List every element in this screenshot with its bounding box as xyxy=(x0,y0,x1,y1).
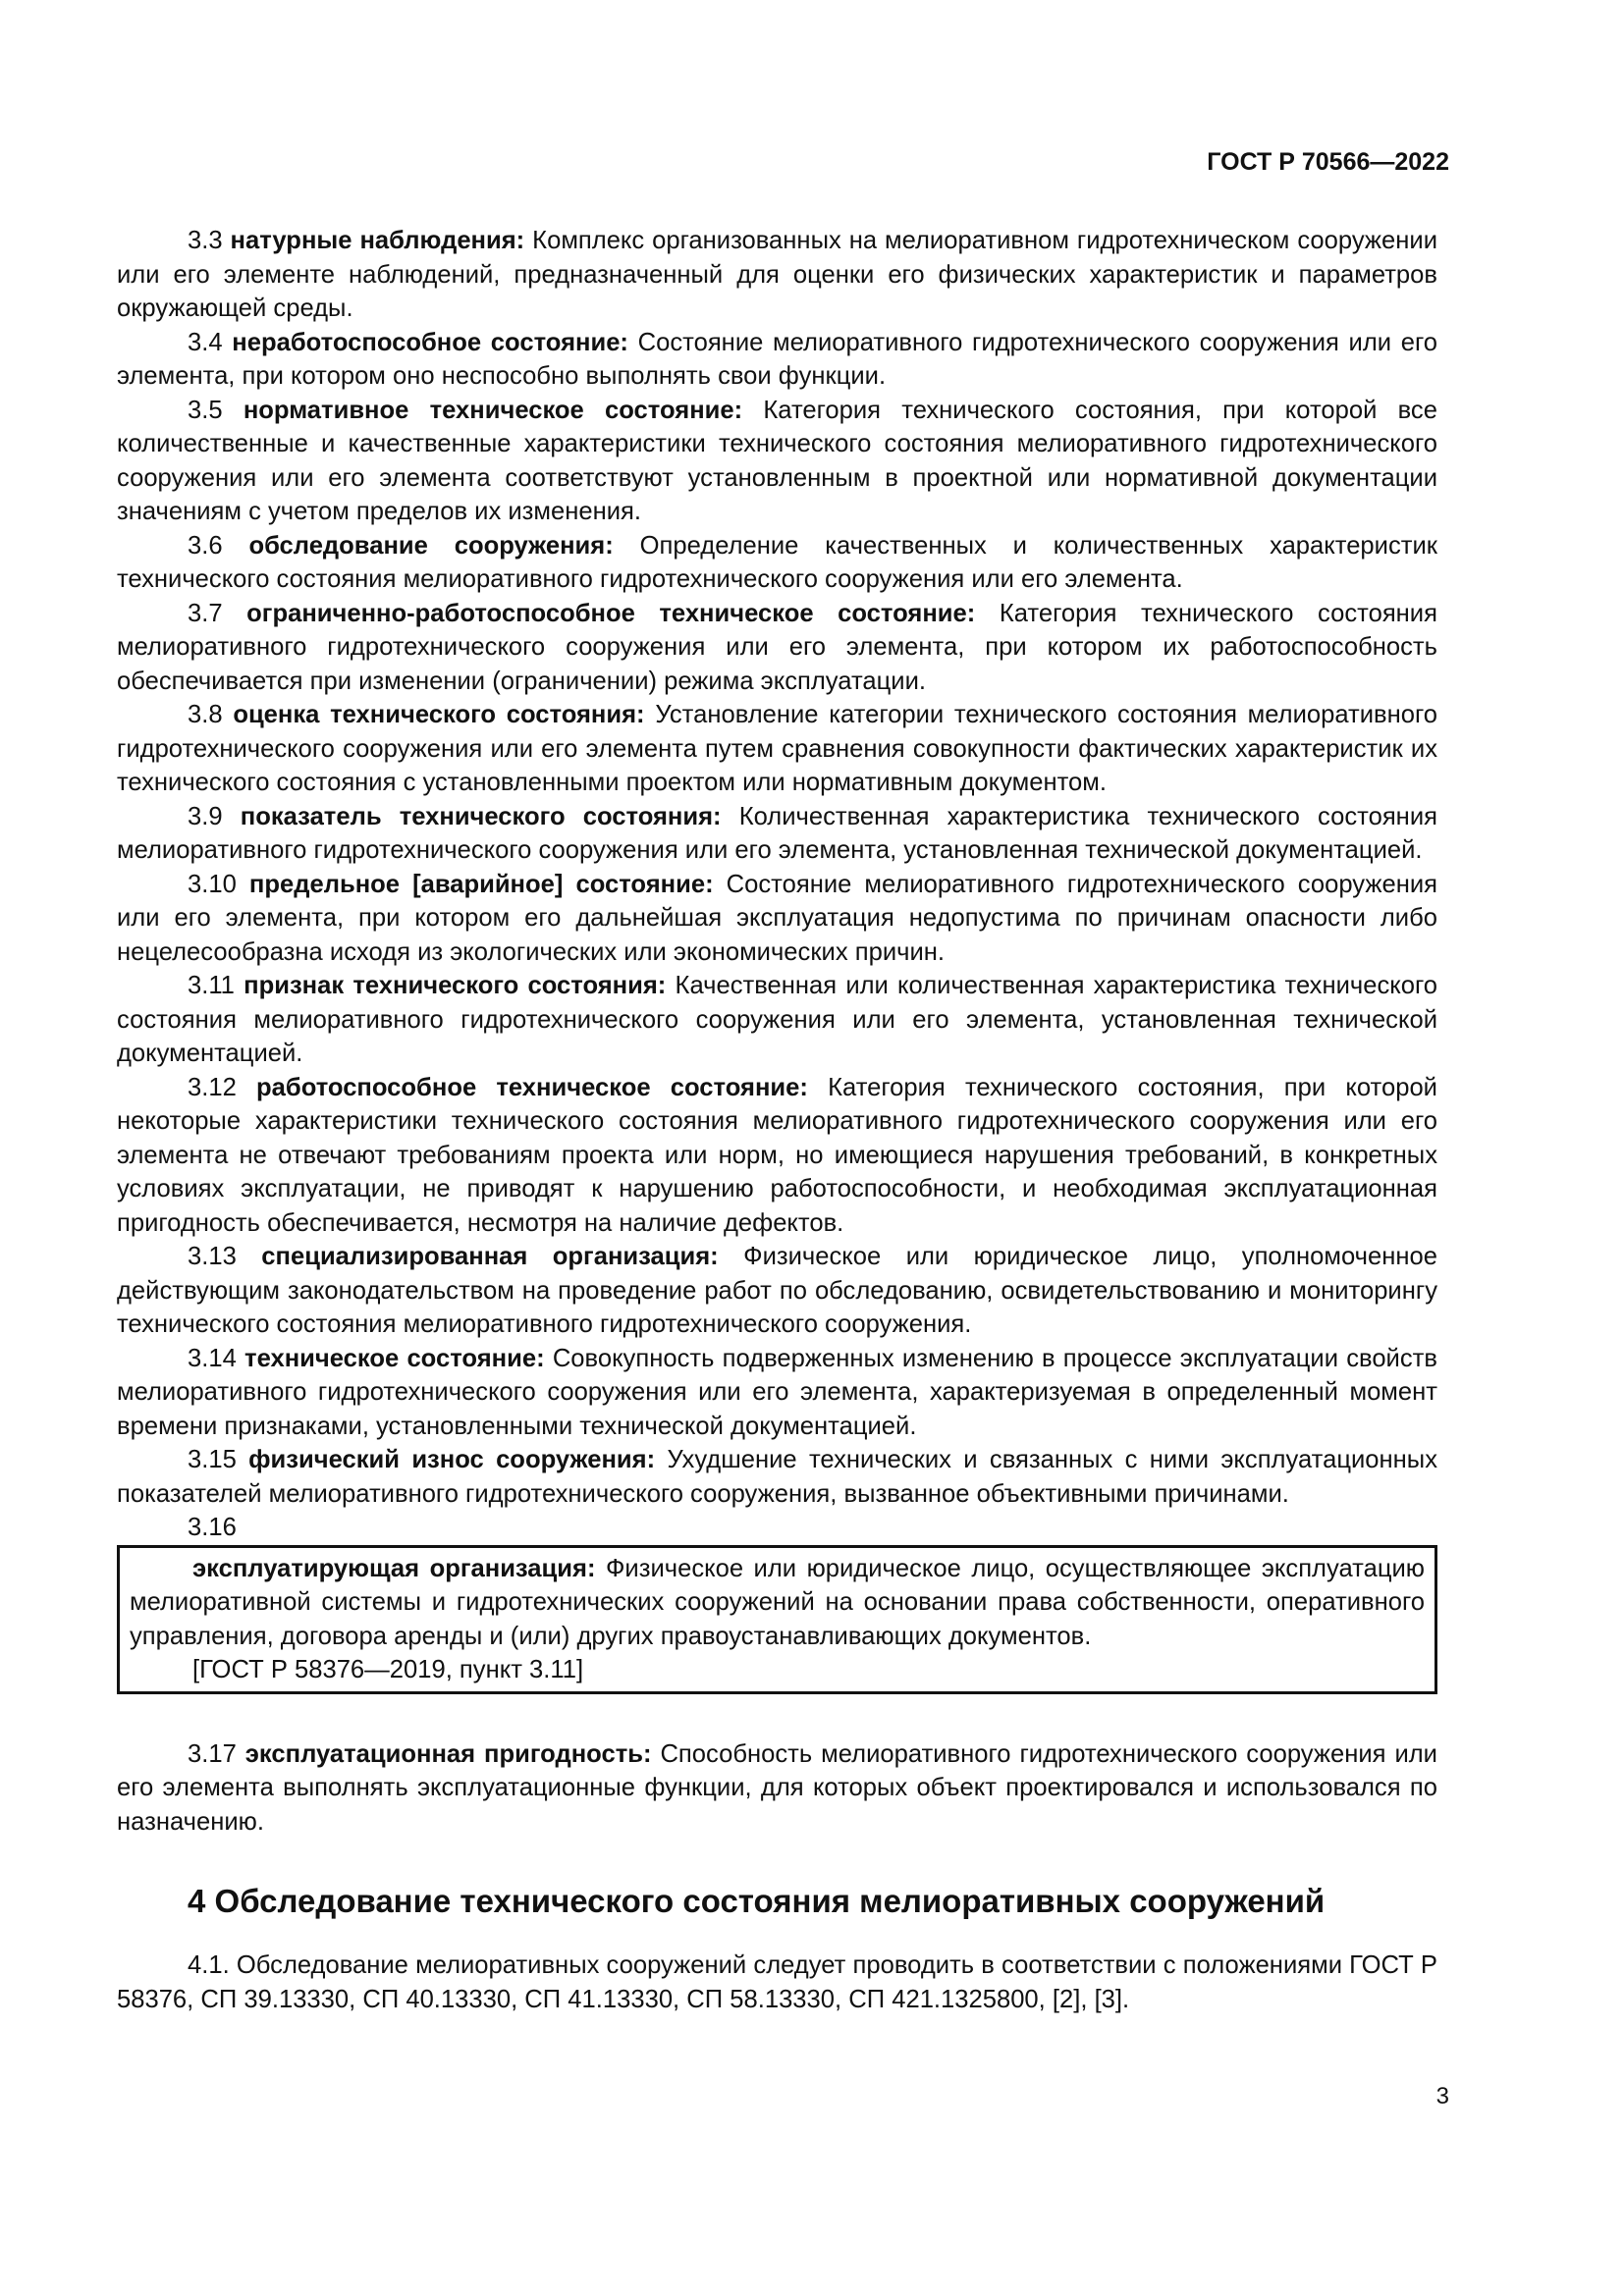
term-definition: Качественная или количественная характеристика технического состояния мелиоративного гидротехнического сооружения или его элемента, установленная технической документацией. xyxy=(117,972,1437,1067)
term-definition: Физическое или юридическое лицо, осуществляющее эксплуатацию мелиоративной системы и гидротехнических сооружений на основании права собственности, оперативного управления, договора аренды и (или) других правоустанавливающих документов. xyxy=(130,1554,1425,1650)
term-number: 3.8 xyxy=(188,701,223,728)
terms-list xyxy=(117,224,1437,1511)
term-definition: Состояние мелиоративного гидротехнического сооружения или его элемента, при котором оно неспособно выполнять свои функции. xyxy=(117,328,1437,390)
term-number: 3.12 xyxy=(188,1073,237,1101)
term-number: 3.13 xyxy=(188,1243,237,1270)
term-title: нормативное техническое состояние: xyxy=(243,396,743,424)
term-number: 3.4 xyxy=(188,328,223,356)
term-definition: Физическое или юридическое лицо, уполномоченное действующим законодательством на проведение работ по обследованию, освидетельствованию и мониторингу технического состояния мелиоративного гидротехнического сооружения. xyxy=(117,1243,1437,1338)
definition-source-reference: [ГОСТ Р 58376—2019, пункт 3.11] xyxy=(192,1656,584,1683)
term-number: 3.14 xyxy=(188,1344,237,1372)
page-number: 3 xyxy=(1435,2083,1449,2109)
term-entry xyxy=(117,969,1437,1071)
term-number-3-16: 3.16 xyxy=(188,1514,237,1541)
term-definition: Способность мелиоративного гидротехнического сооружения или его элемента выполнять эксплуатационные функции, для которых объект проектировался и использовался по назначению. xyxy=(117,1739,1437,1836)
term-definition: Категория технического состояния, при которой некоторые характеристики технического состояния мелиоративного гидротехнического сооружения или его элемента не отвечают требованиям проекта или норм, но имеющиеся нарушения требований, в конкретных условиях эксплуатации, не приводят к нарушению работоспособности, и необходимая эксплуатационная пригодность обеспечивается, несмотря на наличие дефектов. xyxy=(117,1073,1437,1237)
term-title: ограниченно-работоспособное техническое состояние: xyxy=(246,599,976,627)
term-title: признак технического состояния: xyxy=(244,972,667,999)
term-definition: Определение качественных и количественных характеристик технического состояния мелиоративного гидротехнического сооружения или его элемента. xyxy=(117,531,1437,593)
term-number: 3.3 xyxy=(188,227,223,254)
term-number: 3.15 xyxy=(188,1446,237,1473)
term-definition: Комплекс организованных на мелиоративном гидротехническом сооружении или его элементе наблюдений, предназначенный для оценки его физических характеристик и параметров окружающей среды. xyxy=(117,227,1437,322)
term-entry xyxy=(117,800,1437,868)
term-entry xyxy=(117,1071,1437,1241)
term-title: неработоспособное состояние: xyxy=(232,328,628,356)
term-entry xyxy=(117,224,1437,326)
term-definition: Категория технического состояния мелиоративного гидротехнического сооружения или его элемента, при котором их работоспособность обеспечивается при изменении (ограничении) режима эксплуатации. xyxy=(117,599,1437,695)
term-number: 3.7 xyxy=(188,599,223,627)
term-entry xyxy=(117,868,1437,970)
term-title: предельное [аварийное] состояние: xyxy=(248,870,714,898)
term-entry xyxy=(117,1240,1437,1342)
term-entry xyxy=(117,529,1437,597)
term-number: 3.17 xyxy=(188,1739,237,1768)
term-title: обследование сооружения: xyxy=(248,531,614,560)
term-title: физический износ сооружения: xyxy=(248,1446,656,1473)
term-title: оценка технического состояния: xyxy=(233,701,645,728)
term-title: показатель технического состояния: xyxy=(240,802,722,830)
term-title: натурные наблюдения: xyxy=(230,227,525,254)
document-code-header: ГОСТ Р 70566—2022 xyxy=(1207,148,1449,176)
section-heading: 4 Обследование технического состояния мелиоративных сооружений xyxy=(188,1883,1326,1919)
term-entry xyxy=(117,597,1437,699)
term-entry xyxy=(117,394,1437,529)
section-paragraph: 4.1. Обследование мелиоративных сооружений следует проводить в соответствии с положениями ГОСТ Р 58376, СП 39.13330, СП 40.13330, СП 41.13330, СП 58.13330, СП 421.1325800, [2], [3]. xyxy=(117,1951,1437,2013)
term-number: 3.11 xyxy=(188,972,235,999)
boxed-definition-text xyxy=(130,1552,1425,1654)
term-entry xyxy=(117,1443,1437,1511)
term-title: техническое состояние: xyxy=(244,1344,545,1372)
term-definition: Количественная характеристика технического состояния мелиоративного гидротехнического сооружения или его элемента, установленная технической документацией. xyxy=(117,802,1437,864)
term-entry xyxy=(117,698,1437,800)
term-entry-3-17 xyxy=(117,1737,1437,1840)
boxed-definition xyxy=(117,1545,1437,1694)
term-definition: Совокупность подверженных изменению в процессе эксплуатации свойств мелиоративного гидротехнического сооружения или его элемента, характеризуемая в определенный момент времени признаками, установленными технической документацией. xyxy=(117,1344,1437,1440)
term-title: эксплуатационная пригодность: xyxy=(244,1739,652,1768)
term-number: 3.5 xyxy=(188,396,223,424)
term-entry xyxy=(117,1342,1437,1444)
term-entry xyxy=(117,326,1437,394)
term-definition: Состояние мелиоративного гидротехнического сооружения или его элемента, при котором его дальнейшая эксплуатация недопустима по причинам опасности либо нецелесообразна исходя из экологических или экономических причин. xyxy=(117,870,1437,966)
term-number: 3.9 xyxy=(188,802,223,830)
term-definition: Установление категории технического состояния мелиоративного гидротехнического сооружения или его элемента путем сравнения совокупности фактических характеристик их технического состояния с установленными проектом или нормативным документом. xyxy=(117,701,1437,796)
term-definition: Категория технического состояния, при которой все количественные и качественные характеристики технического состояния мелиоративного гидротехнического сооружения или его элемента соответствуют установленным в проектной или нормативной документации значениям с учетом пределов их изменения. xyxy=(117,396,1437,525)
page-content xyxy=(117,224,1437,2016)
term-title: специализированная организация: xyxy=(261,1243,719,1270)
term-title: работоспособное техническое состояние: xyxy=(256,1073,808,1101)
term-title: эксплуатирующая организация: xyxy=(192,1554,596,1582)
term-number: 3.10 xyxy=(188,870,237,898)
term-number: 3.6 xyxy=(188,531,223,560)
term-definition: Ухудшение технических и связанных с ними эксплуатационных показателей мелиоративного гидротехнического сооружения, вызванное объективными причинами. xyxy=(117,1446,1437,1508)
